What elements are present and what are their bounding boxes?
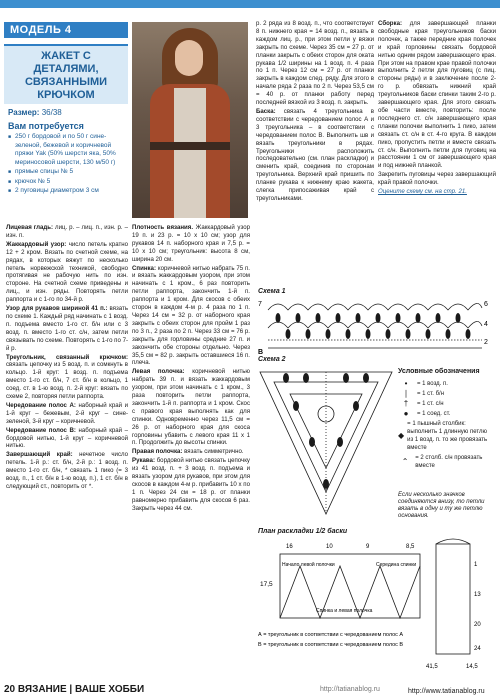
plan-measure: 13 xyxy=(474,592,481,598)
scheme2-label: Схема 2 xyxy=(258,356,286,363)
plan-note: Середина спинки xyxy=(376,562,417,568)
legend-item xyxy=(398,410,494,418)
materials-list xyxy=(8,133,128,197)
material-item: ■ 250 г бордовой и по 50 г сине-зеленой, бежевой и коричневой пряжи Yak (50% шерсти яка, 50% мериносовой шерсти, 130 м/50 г) xyxy=(8,133,128,167)
legend-title: Условные обозначения xyxy=(398,368,480,375)
para-heading: Рукава: xyxy=(132,457,155,465)
paragraph xyxy=(132,457,250,512)
photo-belt xyxy=(150,142,230,150)
paragraph xyxy=(6,224,128,240)
para-text: вязать по схеме 1. Каждый ряд начинать с 1 возд. п. подъема вместо 1-го ст. б/н или с 3 возд. п. вместо 1-го ст. с/н, затем петли связывать по схеме. Повторять с 1-го по 7-й р. xyxy=(6,305,128,352)
page-title: ЖАКЕТ С ДЕТАЛЯМИ, СВЯЗАННЫМИ КРЮЧКОМ xyxy=(24,50,108,101)
para-text: наборный край – бордовой нитью, 1-й круг – коричневой нитью. xyxy=(6,426,128,450)
para-heading: Чередование полос В: xyxy=(6,426,76,434)
slip-stitch-icon: ● xyxy=(403,409,409,418)
title-box xyxy=(4,44,128,104)
row-number: 7 xyxy=(258,301,262,308)
row-number: 4 xyxy=(484,321,488,328)
scheme1-diagram xyxy=(256,296,496,358)
text-column-2 xyxy=(132,224,250,669)
plan-note: Спинка и левая полочка xyxy=(316,608,373,614)
paragraph xyxy=(6,305,128,352)
watermark-2: http://www.tatianablog.ru xyxy=(408,688,485,695)
para-text: число петель кратно 12 + 2 кром. Вязать по счетной схеме, на рядах, в которых вяжут по несколько петель норвежской техникой, свободно протягивая не рабочую нить по изн. стороне. На счетной схеме приведены и лиц., и изн. ряды. Повторять петли раппорта и с 1-го по 34-й р. xyxy=(6,240,128,304)
para-heading: Лицевая гладь: xyxy=(6,224,54,231)
plan-measure: 24 xyxy=(474,646,481,652)
paragraph xyxy=(132,448,250,456)
paragraph xyxy=(6,241,128,304)
para-text: коричневой нитью набрать 39 п. и вязать жаккардовым узором, при этом начинать с 1 кром., 3 раза повторить петли раппорта, закончить 1-й п. раппорта и 1 кром. Скос с правого края выполнять как для спинки. Одновременно через 11,5 см = 26 р. от наборного края для скоса горловины убавить с левого края 11 х 1 п. Продолжить до высоты спинки. xyxy=(132,368,250,447)
decrease-icon: ⌃ xyxy=(401,457,409,466)
paragraph xyxy=(132,265,250,368)
material-item: ■ крючок № 5 xyxy=(8,178,128,187)
see-page-link[interactable]: Оцените схему см. на стр. 21. xyxy=(378,188,467,196)
plan-label: План раскладки 1/2 баски xyxy=(258,528,348,535)
para-heading: Чередование полос А: xyxy=(6,401,76,409)
scheme1-label: Схема 1 xyxy=(258,288,286,295)
para-text: Закрепить пуговицы через завершающий край правой полочки. xyxy=(378,171,496,187)
size-line xyxy=(8,108,62,117)
single-crochet-icon: ∣ xyxy=(404,389,408,398)
plan-legend-a: А = треугольник в соответствии с чередованием полос А xyxy=(258,632,404,638)
plan-measure: 41,5 xyxy=(426,664,438,670)
legend-item xyxy=(398,420,494,452)
legend-text: = 1 соед. ст. xyxy=(417,411,451,417)
legend xyxy=(398,368,494,472)
legend-item xyxy=(398,390,494,398)
para-text: связать цепочку из 5 возд. п. и сомкнуть в кольцо. 1-й круг: 1 возд. п. подъема вместо 1-го ст. б/н, 7 ст. б/н в кольцо, 1 соед. ст. в 1-ю возд. п. 2-й круг: вязать по схеме 2, повторяя петли раппорта. xyxy=(6,361,128,401)
size-label: Размер: xyxy=(8,108,40,117)
para-heading: Правая полочка: xyxy=(132,448,183,456)
chain-icon: • xyxy=(404,379,408,388)
text-column-1 xyxy=(6,224,128,669)
paragraph xyxy=(378,171,496,187)
plan-measure: 20 xyxy=(474,622,481,628)
scheme1-marker-b: В xyxy=(258,349,264,356)
paragraph xyxy=(132,224,250,264)
legend-item xyxy=(398,454,494,470)
paragraph xyxy=(6,354,128,401)
model-photo xyxy=(132,22,248,218)
para-text: лиц. р. – лиц. п., изн. р. – изн. п. xyxy=(6,224,128,239)
double-crochet-icon: † xyxy=(403,399,409,408)
plan-legend-b: В = треугольник в соответствии с чередованием полос В xyxy=(258,642,404,648)
watermark: http://tatianablog.ru xyxy=(320,686,380,693)
para-text: р. 2 ряда из 8 возд. п., что соответствует 8 п. нижнего края = 14 возд. п., вязать в каждом лиц. р., при этом петли у вязки закрыть по схеме. Через 35 см = 27 р. от планки закрыть с обеих сторон для оката рукава 1/2 ширины на 1 возд. п. 4 раза по 1 п. Через 12 см = 27 р. от планки закрыть в каждом след. ряду. Для этого в начале ряда 2 раза по 2 п. Через 53,5 см = 40 р. от планки работу перед последней вязкой из 3 возд. п. закрыть. xyxy=(256,20,374,107)
para-text: вязать симметрично. xyxy=(184,448,244,456)
magazine-name: ВЯЗАНИЕ | ВАШЕ ХОББИ xyxy=(17,684,145,695)
legend-text: = 1 пышный столбик: выполнить 1 длинную петлю из 1 возд. п. то же провязать вместе xyxy=(407,421,488,451)
para-heading: Левая полочка: xyxy=(132,368,185,376)
para-text: связать 4 треугольника в соответствии с чередованием полос А и 3 треугольника – в соответствии с чередованием полос В. Выполнить шв и вязать треугольники в рядах. Треугольники расположить последовательно (см. план раскладки) и сменить край, соединив по сторонам треугольника. Верхний край пришить по планке рукава к нижнему краю жакета, слегка припосаживая край с треугольниками. xyxy=(256,107,374,202)
para-heading: Спинка: xyxy=(132,264,156,272)
page-number: 20 xyxy=(4,684,16,695)
para-text: нечетное число петель. 1-й р.: ст. б/н, 2-й р.: 1 возд. п. вместо 1-го ст. б/н, * связать 1 пико (= 3 возд. п., 1 ст. б/н в 1-ю возд. п.), 1 ст. б/н в следующий ст., повторить от *. xyxy=(6,451,128,490)
footer-page xyxy=(4,684,144,695)
paragraph xyxy=(6,427,128,451)
text-column-4 xyxy=(378,20,496,284)
materials-heading: Вам потребуется xyxy=(8,121,84,131)
legend-item xyxy=(398,400,494,408)
legend-text: = 1 ст. с/н xyxy=(417,401,444,407)
paragraph xyxy=(378,20,496,170)
photo-inner xyxy=(174,88,206,218)
legend-text: = 1 возд. п. xyxy=(417,381,448,387)
legend-item xyxy=(398,380,494,388)
plan-diagram xyxy=(256,536,496,680)
plan-note: Начало левой полочки xyxy=(282,562,335,568)
legend-note: Если несколько значков соединяются внизу, то петли вязать в одну и ту же петлю основания. xyxy=(398,492,485,519)
para-heading: Баска: xyxy=(256,107,276,115)
puff-stitch-icon: ◆ xyxy=(398,431,405,440)
paragraph xyxy=(256,108,374,203)
legend-text: = 1 ст. б/н xyxy=(417,391,445,397)
para-heading: Треугольник, связанный крючком: xyxy=(6,353,128,361)
plan-measure: 16 xyxy=(286,544,293,550)
plan-measure: 17,5 xyxy=(260,581,273,588)
para-heading: Завершающий край: xyxy=(6,451,73,459)
para-text: коричневой нитью набрать 75 п. и вязать жаккардовым узором, при этом начинать с 1 кром., 6 раз повторить петли раппорта, закончить 1-й п. раппорта и 1 кром. Для скосов с обеих сторон в каждом 4-м р. 4 раза по 1 п. Через 14 см = 32 р. от наборного края закрыть с обеих сторон для пройм 1 раз по 3 п., 2 раза по 2 п. Через 33 см = 76 р. закрыть для горловины средние 27 п. и закончить обе стороны отдельно. Через 35,5 см = 82 р. закрыть оставшиеся 16 п. плеча. xyxy=(132,264,250,367)
paragraph xyxy=(6,402,128,426)
plan-measure: 1 xyxy=(474,562,478,568)
paragraph xyxy=(6,451,128,491)
paragraph xyxy=(256,20,374,107)
size-value: 36/38 xyxy=(41,108,62,117)
para-text: наборный край и 1-й круг – бежевым, 2-й круг – сине-зеленой, 3-й круг – коричневой. xyxy=(6,401,128,425)
para-text: Жаккардовый узор 19 п. и 23 р. = 10 х 10 см; узор для рукавов 14 п. наборного края и 7,5 р. = 10 х 10 см; треугольник: высота 8 см, ширина 20 см. xyxy=(132,224,250,263)
plan-measure: 10 xyxy=(326,544,333,550)
para-heading: Плотность вязания. xyxy=(132,224,194,231)
plan-measure: 9 xyxy=(366,544,370,550)
row-number: 2 xyxy=(484,339,488,346)
paragraph xyxy=(132,368,250,447)
model-label: МОДЕЛЬ 4 xyxy=(4,22,128,38)
plan-measure: 8,5 xyxy=(406,544,415,550)
plan-measure: 14,5 xyxy=(466,664,478,670)
para-heading: Узор для рукавов шириной 41 п.: xyxy=(6,305,108,313)
material-item: ■ 2 пуговицы диаметром 3 см xyxy=(8,187,128,196)
photo-face xyxy=(175,40,203,76)
para-text: для завершающей планки свободные края треугольников баски полочек, а также передние края полочек и край горловины связать бордовой нитью одним рядом завершающего края. При этом на правом крае правой полочки выполнить 2 петли для пуговиц (с пиц. стороны ряды) и в заключение после 2-го р. обвязать нижний край треугольников баски спинки таким 2-го р. завершающего края. Для этого связать обе части вместе, повторить: после последнего ст. с/н завершающего края планки полочки выполнить 1 пико, затем связать ст. с/н в ст. 4-го круга. В каждом пико, пропустить петли и вместе связать ст. с/н. Выполнить петли для пуговиц на расстоянии 1 см от завершающего края и под нижней планкой. xyxy=(378,20,496,170)
material-item: ■ прямые спицы № 5 xyxy=(8,168,128,177)
para-heading: Жаккардовый узор: xyxy=(6,240,67,248)
para-text: бордовой нитью связать цепочку из 41 возд. п. + 3 возд. п. подъема и вязать узором для рукавов, при этом для скосов в каждом 4-м р. прибавить 10 х по 1 п. Через 24 см = 18 р. от планки равномерно прибавить для скосов 6 раз. Закрыть через 44 см. xyxy=(132,457,250,512)
scheme2-diagram xyxy=(256,364,396,524)
top-stripe xyxy=(0,0,500,8)
legend-text: = 2 столб. с/н провязать вместе xyxy=(415,455,483,469)
paragraph xyxy=(378,188,496,196)
text-column-3 xyxy=(256,20,374,284)
row-number: 6 xyxy=(484,301,488,308)
para-heading: Сборка: xyxy=(378,20,402,27)
